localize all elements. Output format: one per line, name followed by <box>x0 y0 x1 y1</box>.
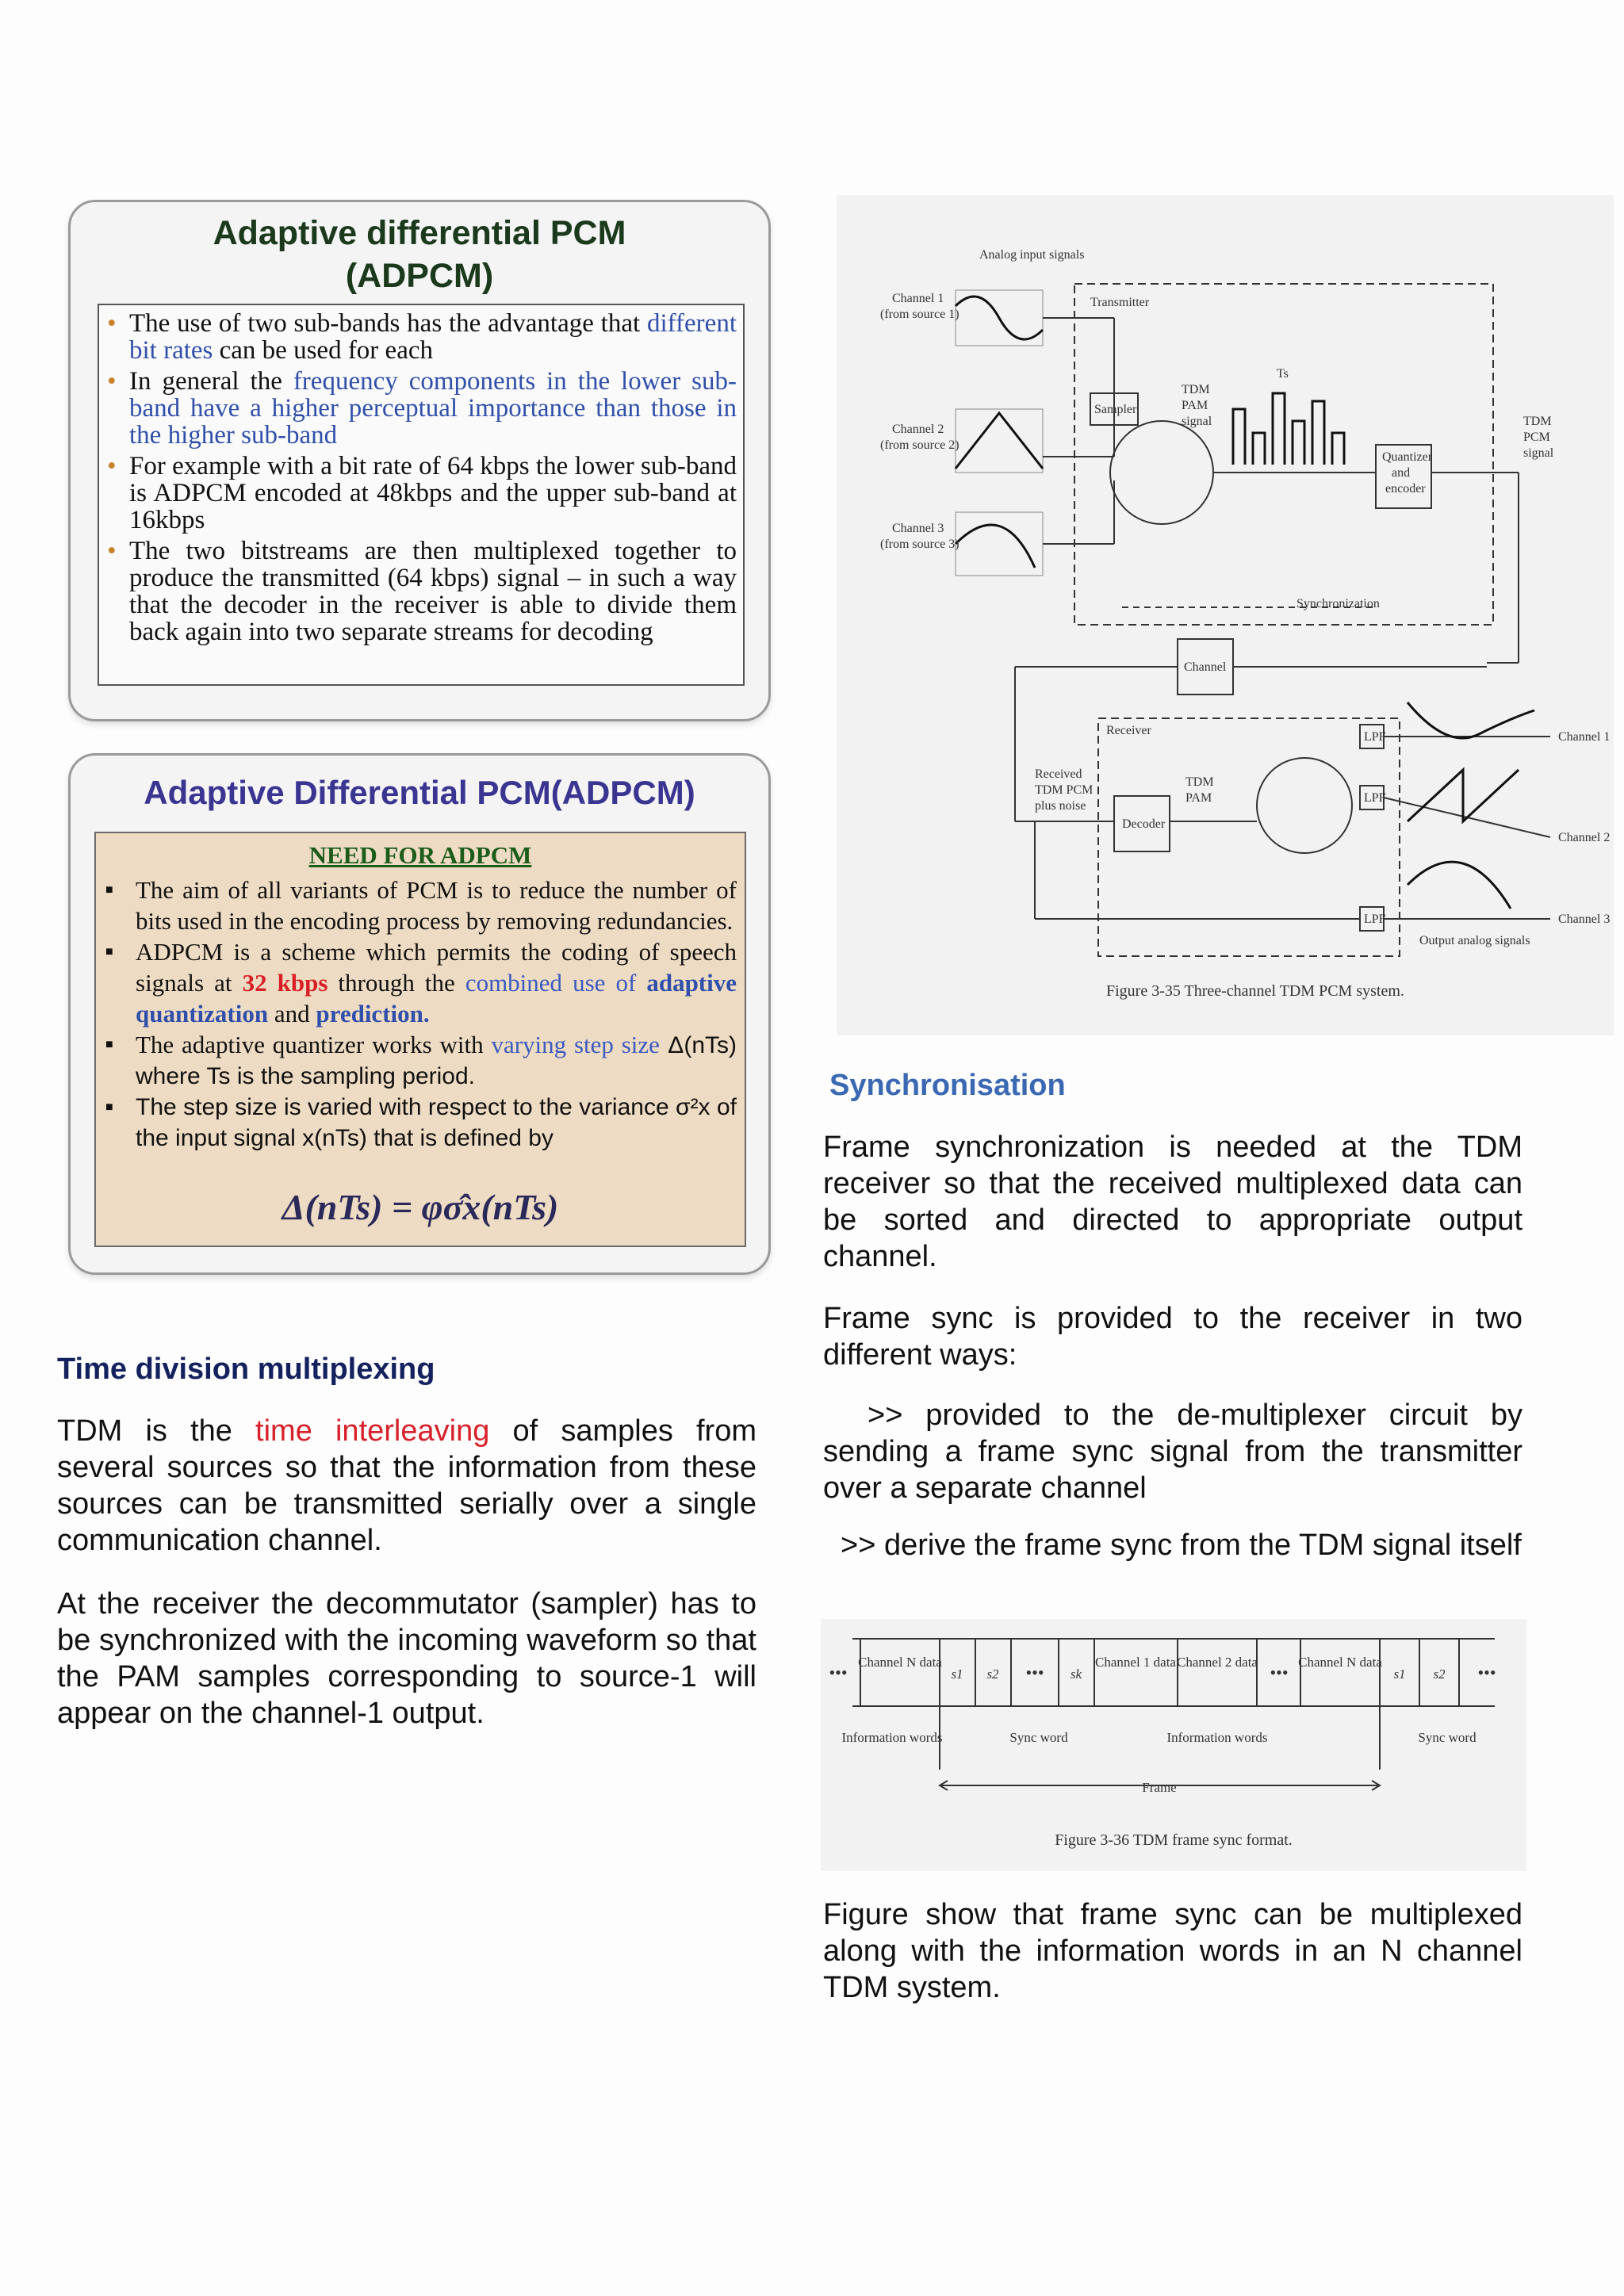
slide1-bullet-box <box>98 304 745 686</box>
svg-text:Channel 3: Channel 3 <box>892 522 944 535</box>
svg-text:Quantizer: Quantizer <box>1382 450 1433 464</box>
svg-text:Ts: Ts <box>1277 367 1289 381</box>
adpcm-slide-1 <box>68 200 771 721</box>
svg-text:Sync word: Sync word <box>1009 1730 1068 1745</box>
svg-text:•••: ••• <box>1270 1663 1289 1682</box>
svg-text:PCM: PCM <box>1523 430 1550 444</box>
sync-paragraph-4: >> derive the frame sync from the TDM signal itself <box>841 1529 1522 1562</box>
svg-text:(from source 2): (from source 2) <box>880 438 959 452</box>
svg-text:signal: signal <box>1523 446 1554 460</box>
svg-text:s1: s1 <box>951 1667 963 1682</box>
slide2-bullet: ■ The aim of all variants of PCM is to reduce the number of bits used in the encoding process by removing redundancies. <box>136 874 737 936</box>
frame-sync-format-diagram <box>821 1619 1526 1871</box>
svg-text:signal: signal <box>1182 415 1212 428</box>
sync-paragraph-5: Figure show that frame sync can be multiplexed along with the information words in an N channel TDM system. <box>823 1898 1522 2004</box>
svg-text:Information words: Information words <box>1166 1730 1268 1745</box>
svg-text:TDM PCM: TDM PCM <box>1035 783 1094 797</box>
sync-paragraph-3: >> provided to the de-multiplexer circuit by sending a frame sync signal from the transmitter over a separate channel <box>823 1399 1522 1505</box>
slide2-bullet-list <box>96 874 745 1154</box>
svg-text:Information words: Information words <box>841 1730 943 1745</box>
svg-text:Receiver: Receiver <box>1106 724 1151 737</box>
slide1-bullet: • The two bitstreams are then multiplexed together to produce the transmitted (64 kbps) signal – in such a way that the decoder in the receiver is able to divide them back again into two separate streams for decoding <box>129 538 737 645</box>
synchronisation-heading: Synchronisation <box>829 1069 1066 1102</box>
slide2-bullet: ■ The adaptive quantizer works with varying step size Δ(nTs) where Ts is the sampling period. <box>136 1029 737 1092</box>
sync-paragraph-2: Frame sync is provided to the receiver in two different ways: <box>823 1302 1522 1372</box>
svg-text:TDM: TDM <box>1185 775 1214 789</box>
slide2-content-box <box>94 832 746 1247</box>
svg-text:•••: ••• <box>829 1663 848 1682</box>
svg-text:Frame: Frame <box>1142 1780 1177 1795</box>
svg-text:Sync word: Sync word <box>1418 1730 1477 1745</box>
svg-text:LPF: LPF <box>1364 791 1386 805</box>
svg-text:and: and <box>1392 466 1411 480</box>
svg-text:plus noise: plus noise <box>1035 799 1086 813</box>
svg-text:TDM: TDM <box>1182 383 1210 396</box>
svg-text:Decoder: Decoder <box>1122 817 1166 831</box>
slide1-title: Adaptive differential PCM (ADPCM) <box>213 214 626 295</box>
tdm-pcm-system-diagram <box>837 195 1614 1035</box>
cell-channel-2-data: Channel 2 data <box>1177 1655 1258 1670</box>
svg-text:TDM: TDM <box>1523 415 1552 428</box>
svg-text:PAM: PAM <box>1185 791 1212 805</box>
svg-text:Channel: Channel <box>1184 660 1227 674</box>
svg-text:Channel 1: Channel 1 <box>1558 730 1611 744</box>
figure-3-35-caption: Figure 3-35 Three-channel TDM PCM system. <box>1106 982 1404 1000</box>
sync-paragraph-1: Frame synchronization is needed at the TDM receiver so that the received multiplexed data can be sorted and directed to appropriate output channel. <box>823 1131 1522 1273</box>
analog-input-label: Analog input signals <box>979 248 1085 262</box>
adpcm-slide-2 <box>68 753 771 1275</box>
svg-text:(from source 1): (from source 1) <box>880 308 959 321</box>
cell-channel-n-data: Channel N data <box>858 1655 942 1670</box>
svg-text:Channel 2: Channel 2 <box>1558 831 1611 844</box>
svg-text:s2: s2 <box>986 1667 999 1682</box>
svg-text:Transmitter: Transmitter <box>1090 296 1150 309</box>
slide2-bullet: ■ ADPCM is a scheme which permits the coding of speech signals at 32 kbps through the combined use of adaptive quantization and prediction. <box>136 936 737 1029</box>
svg-text:•••: ••• <box>1477 1663 1496 1682</box>
cell-channel-n-data-2: Channel N data <box>1298 1655 1382 1670</box>
svg-text:LPF: LPF <box>1364 730 1386 744</box>
slide1-bullet-list <box>99 310 743 645</box>
tdm-heading: Time division multiplexing <box>57 1353 435 1386</box>
slide1-bullet: • In general the frequency components in the lower sub-band have a higher perceptual importance than those in the higher sub-band <box>129 368 737 449</box>
svg-text:sk: sk <box>1070 1667 1082 1682</box>
svg-text:LPF: LPF <box>1364 913 1386 926</box>
svg-text:s1: s1 <box>1393 1667 1406 1682</box>
three-channel-tdm-pcm-figure <box>837 195 1614 1035</box>
svg-text:Received: Received <box>1035 767 1082 781</box>
slide1-bullet: • The use of two sub-bands has the advantage that different bit rates can be used for each <box>129 310 737 364</box>
figure-3-36-caption: Figure 3-36 TDM frame sync format. <box>1055 1831 1293 1849</box>
svg-text:Channel 1: Channel 1 <box>892 292 944 305</box>
svg-text:Output analog signals: Output analog signals <box>1419 934 1530 947</box>
svg-text:Synchronization: Synchronization <box>1297 597 1380 610</box>
tdm-paragraph-2: At the receiver the decommutator (sampler) has to be synchronized with the incoming waveform so that the PAM samples corresponding to source-1 will appear on the channel-1 output. <box>57 1587 756 1730</box>
slide2-title: Adaptive Differential PCM(ADPCM) <box>144 774 695 811</box>
svg-text:Channel 3: Channel 3 <box>1558 913 1611 926</box>
need-for-adpcm-heading: NEED FOR ADPCM <box>308 841 532 869</box>
slide2-bullet: ■ The step size is varied with respect to the variance σ²x of the input signal x(nTs) that is defined by <box>136 1092 737 1154</box>
svg-text:(from source 3): (from source 3) <box>880 538 959 551</box>
svg-text:Channel 2: Channel 2 <box>892 423 944 436</box>
svg-text:Sampler: Sampler <box>1094 403 1137 416</box>
tdm-paragraph-1: TDM is the time interleaving of samples from several sources so that the information from these sources can be transmitted serially over a single communication channel. <box>57 1414 757 1557</box>
svg-text:encoder: encoder <box>1385 482 1426 496</box>
svg-text:PAM: PAM <box>1182 399 1208 412</box>
slide1-bullet: • For example with a bit rate of 64 kbps the lower sub-band is ADPCM encoded at 48kbps and the upper sub-band at 16kbps <box>129 453 737 534</box>
tdm-frame-sync-figure <box>821 1619 1526 1871</box>
cell-channel-1-data: Channel 1 data <box>1095 1655 1176 1670</box>
svg-text:•••: ••• <box>1025 1663 1044 1682</box>
step-size-formula: Δ(nTs) = φσ̂x(nTs) <box>282 1187 559 1227</box>
svg-text:s2: s2 <box>1433 1667 1446 1682</box>
